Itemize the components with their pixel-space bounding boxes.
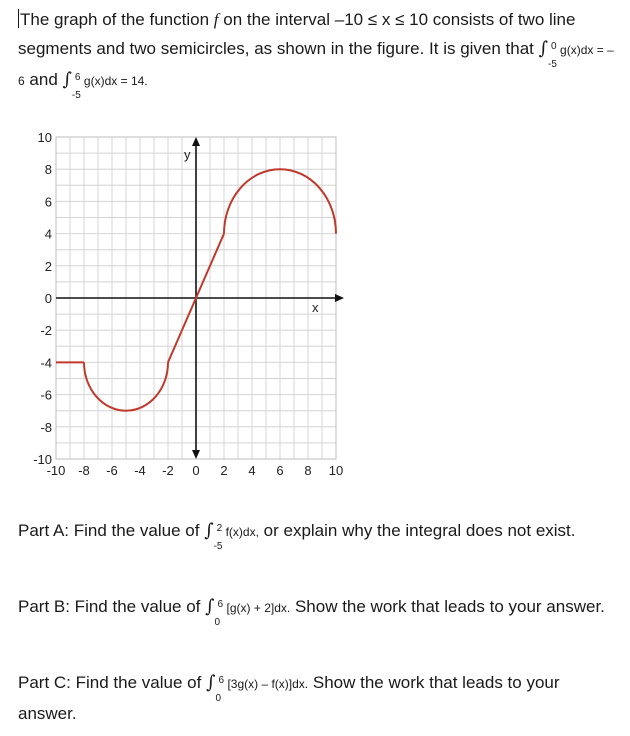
x-tick-label: -10 — [46, 463, 66, 478]
given-integral-1: g(x)dx = –6 — [18, 43, 614, 88]
integral-limits — [215, 672, 227, 704]
part-a-text-1: Part A: Find the value of — [18, 521, 200, 540]
integral-lower-limit: -5 — [71, 90, 81, 101]
integral-upper-limit: 6 — [218, 675, 225, 686]
part-a-integrand: f(x)dx, — [225, 525, 259, 539]
x-tick-label: -4 — [134, 463, 146, 478]
integral-sign: ∫ — [62, 69, 72, 90]
integral-sign: ∫ — [206, 672, 216, 693]
function-name: f — [213, 10, 219, 29]
part-a-text-2: or explain why the integral does not exist. — [263, 521, 576, 540]
problem-intro — [18, 5, 618, 101]
x-tick-label: 0 — [192, 463, 200, 478]
x-tick-label: 4 — [248, 463, 256, 478]
integral-upper-limit: 0 — [551, 41, 557, 52]
function-graph — [0, 125, 360, 480]
y-axis-label: y — [184, 147, 191, 162]
y-tick-label: -8 — [40, 419, 52, 435]
part-a — [18, 516, 618, 552]
part-b-text-1: Part B: Find the value of — [18, 597, 201, 616]
part-b-integrand: [g(x) + 2]dx. — [226, 601, 291, 615]
integral-lower-limit: 0 — [214, 617, 221, 628]
y-tick-label: 6 — [44, 194, 52, 210]
integral-limits — [214, 596, 227, 628]
intro-text-1: The graph of the function — [20, 10, 210, 29]
tick-labels — [33, 130, 343, 478]
x-tick-label: 6 — [276, 463, 284, 478]
part-c-text-1: Part C: Find the value of — [18, 673, 202, 692]
x-tick-label: 8 — [304, 463, 312, 478]
part-c-text-2: Show the work that leads to your answer. — [18, 673, 560, 723]
x-tick-label: -8 — [78, 463, 90, 478]
integral-lower-limit: -5 — [213, 541, 223, 552]
text-cursor — [18, 9, 19, 28]
y-axis-arrow-up — [192, 137, 200, 146]
integral-sign: ∫ — [538, 38, 549, 59]
y-tick-label: 8 — [44, 162, 52, 178]
x-axis-label: x — [312, 300, 319, 315]
integral-upper-limit: 6 — [74, 72, 81, 83]
integral-sign: ∫ — [204, 520, 214, 541]
intro-text-2: on the interval –10 ≤ x ≤ 10 consists of two line segments and two semicircles, as shown in the figure. It is given that — [18, 10, 576, 58]
integral-limits — [213, 520, 226, 552]
x-tick-label: -6 — [106, 463, 118, 478]
y-tick-label: 0 — [44, 291, 52, 306]
y-tick-label: -6 — [40, 387, 52, 403]
x-tick-label: 10 — [328, 463, 344, 478]
x-tick-label: -2 — [162, 463, 174, 478]
integral-lower-limit: 0 — [215, 693, 222, 704]
y-axis-arrow-down — [192, 450, 200, 459]
y-tick-label: 2 — [44, 258, 52, 274]
integral-upper-limit: 6 — [217, 599, 224, 610]
y-tick-label: 10 — [37, 130, 52, 145]
integral-limits — [71, 69, 84, 101]
y-tick-label: -2 — [40, 323, 52, 339]
given-integral-2: g(x)dx = 14. — [83, 74, 148, 88]
x-axis-arrow — [335, 294, 344, 302]
part-b-text-2: Show the work that leads to your answer. — [294, 597, 605, 616]
integral-sign: ∫ — [205, 596, 215, 617]
part-c-integrand: [3g(x) – f(x)]dx. — [227, 677, 309, 691]
part-b — [18, 592, 618, 628]
y-tick-label: -10 — [33, 452, 52, 467]
intro-and: and — [29, 70, 58, 89]
x-tick-label: 2 — [220, 463, 228, 478]
y-tick-label: 4 — [44, 226, 52, 242]
y-tick-label: -4 — [40, 355, 52, 371]
integral-upper-limit: 2 — [216, 523, 223, 534]
integral-limits — [548, 38, 560, 70]
part-c — [18, 668, 618, 729]
integral-lower-limit: -5 — [548, 59, 557, 70]
